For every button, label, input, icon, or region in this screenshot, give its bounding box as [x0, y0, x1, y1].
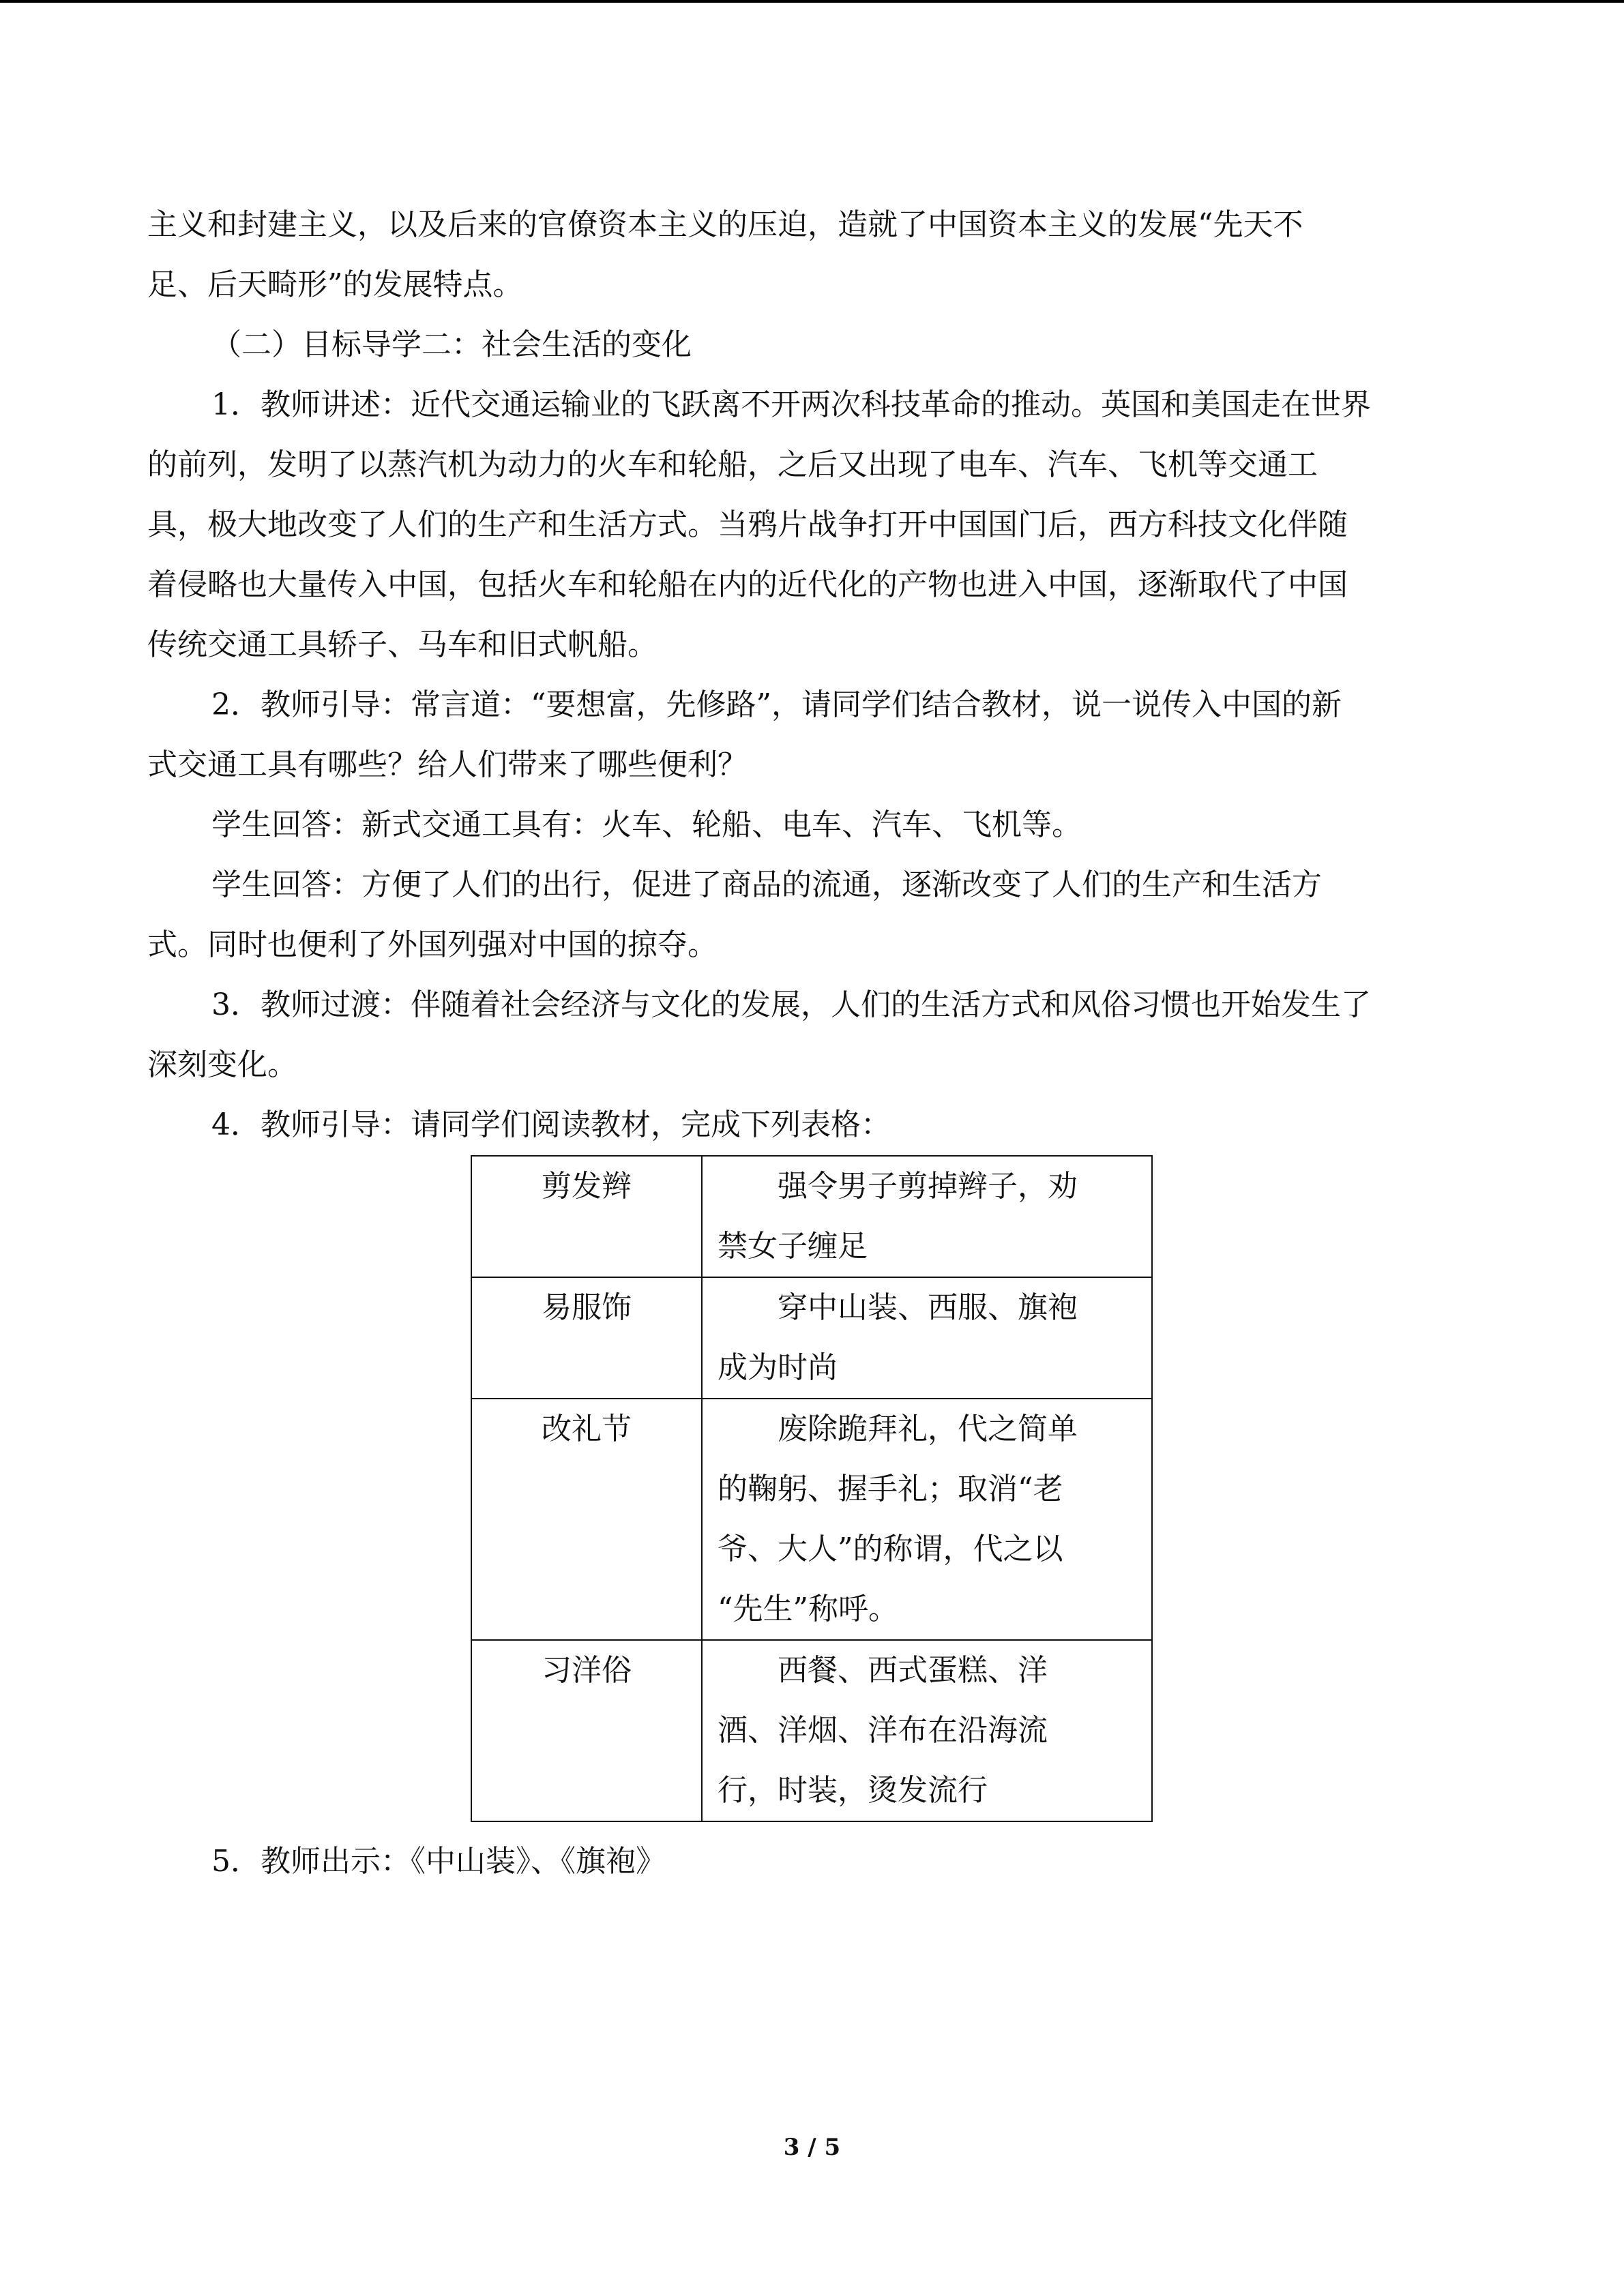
- paragraph-line: 足、后天畸形”的发展特点。: [147, 267, 523, 302]
- paragraph-line: 主义和封建主义，以及后来的官僚资本主义的压迫，造就了中国资本主义的发展“先天不: [147, 207, 1303, 242]
- table-row: [471, 1277, 1152, 1399]
- paragraph-line: 深刻变化。: [147, 1047, 297, 1082]
- customs-change-table: [471, 1155, 1153, 1822]
- page-top-border: [0, 0, 1624, 3]
- paragraph-line: 5．教师出示：《中山装》、《旗袍》: [211, 1844, 666, 1879]
- paragraph-line: 具，极大地改变了人们的生产和生活方式。当鸦片战争打开中国国门后，西方科技文化伴随: [147, 507, 1348, 542]
- paragraph-line: 4．教师引导：请同学们阅读教材，完成下列表格：: [211, 1107, 891, 1142]
- table-cell-category: 易服饰: [471, 1277, 702, 1399]
- table-cell-description: 废除跪拜礼，代之简单 的鞠躬、握手礼；取消“老 爷、大人”的称谓，代之以 “先生”称呼。: [702, 1399, 1152, 1640]
- table-row: [471, 1399, 1152, 1640]
- paragraph-line: 2．教师引导：常言道：“要想富，先修路”，请同学们结合教材，说一说传入中国的新: [211, 687, 1342, 722]
- table-row: [471, 1156, 1152, 1277]
- table-cell-category: 改礼节: [471, 1399, 702, 1640]
- section-heading: （二）目标导学二：社会生活的变化: [211, 327, 692, 362]
- page-number: 3 / 5: [783, 2134, 841, 2161]
- table-row: [471, 1640, 1152, 1821]
- paragraph-line: 3．教师过渡：伴随着社会经济与文化的发展，人们的生活方式和风俗习惯也开始发生了: [211, 987, 1371, 1022]
- paragraph-line: 着侵略也大量传入中国，包括火车和轮船在内的近代化的产物也进入中国，逐渐取代了中国: [147, 567, 1348, 602]
- table-cell-category: 剪发辫: [471, 1156, 702, 1277]
- student-answer-line: 学生回答：新式交通工具有：火车、轮船、电车、汽车、飞机等。: [211, 807, 1082, 842]
- paragraph-line: 传统交通工具轿子、马车和旧式帆船。: [147, 627, 658, 662]
- table-cell-category: 习洋俗: [471, 1640, 702, 1821]
- paragraph-line: 的前列，发明了以蒸汽机为动力的火车和轮船，之后又出现了电车、汽车、飞机等交通工: [147, 447, 1318, 482]
- student-answer-line: 式。同时也便利了外国列强对中国的掠夺。: [147, 927, 718, 962]
- student-answer-line: 学生回答：方便了人们的出行，促进了商品的流通，逐渐改变了人们的生产和生活方: [211, 867, 1322, 902]
- table-cell-description: 穿中山装、西服、旗袍 成为时尚: [702, 1277, 1152, 1399]
- table-cell-description: 强令男子剪掉辫子，劝 禁女子缠足: [702, 1156, 1152, 1277]
- table-cell-description: 西餐、西式蛋糕、洋 酒、洋烟、洋布在沿海流 行，时装，烫发流行: [702, 1640, 1152, 1821]
- paragraph-line: 式交通工具有哪些？给人们带来了哪些便利？: [147, 747, 748, 782]
- paragraph-line: 1．教师讲述：近代交通运输业的飞跃离不开两次科技革命的推动。英国和美国走在世界: [211, 387, 1371, 422]
